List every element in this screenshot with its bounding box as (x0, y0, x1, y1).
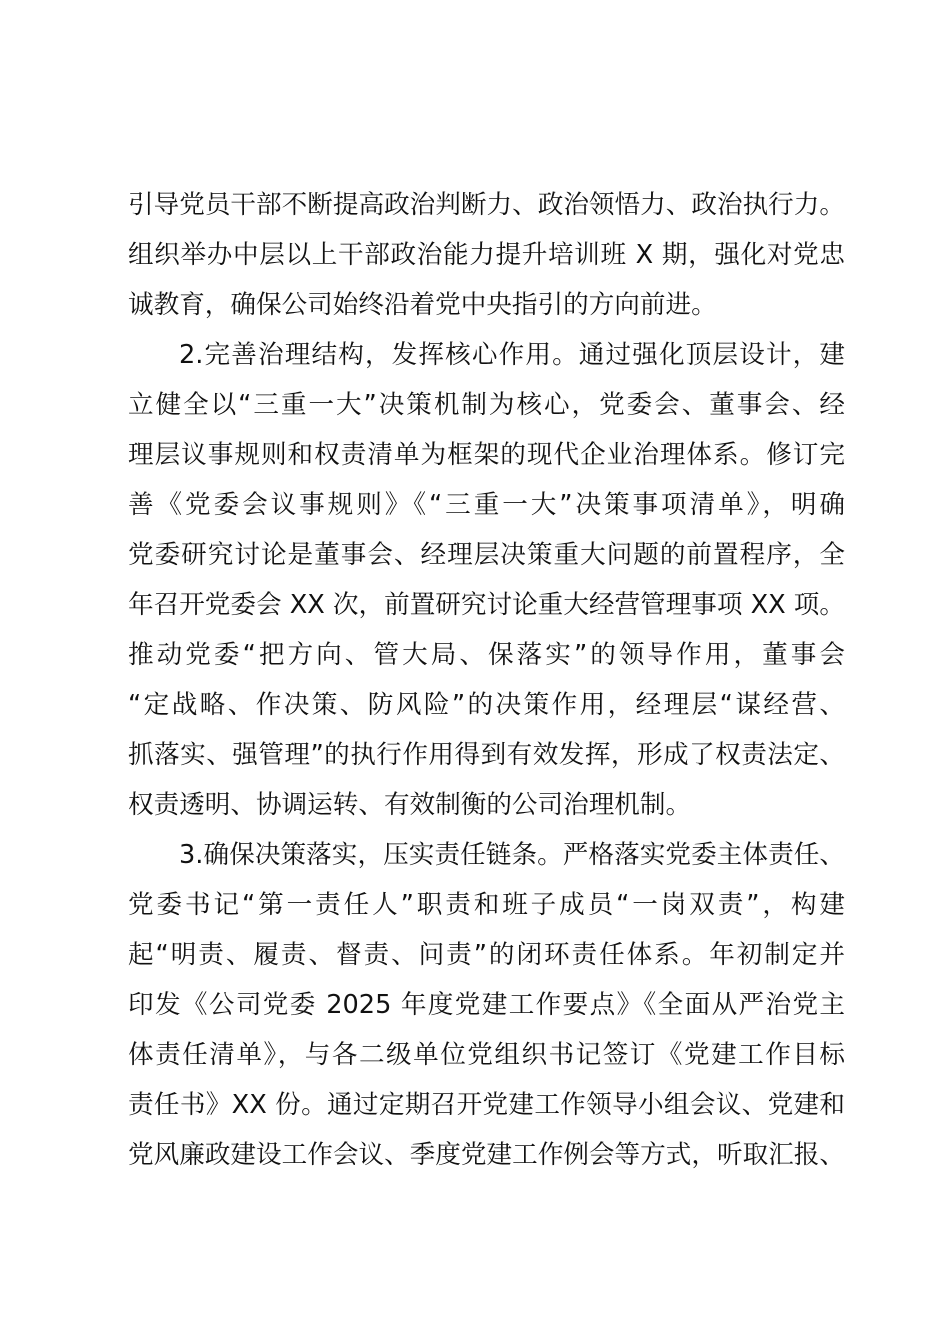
text-line: 引导党员干部不断提高政治判断力、政治领悟力、政治执行力。 (128, 190, 845, 220)
text-line: 印发《公司党委 2025 年度党建工作要点》《全面从严治党主 (128, 990, 845, 1020)
text-line: 诚教育，确保公司始终沿着党中央指引的方向前进。 (128, 290, 717, 320)
text-line: 起“明责、履责、督责、问责”的闭环责任体系。年初制定并 (128, 940, 845, 970)
text-line: 党委书记“第一责任人”职责和班子成员“一岗双责”，构建 (128, 890, 845, 920)
text-line: 体责任清单》，与各二级单位党组织书记签订《党建工作目标 (128, 1040, 845, 1070)
paragraph-first-line: 3.确保决策落实，压实责任链条。严格落实党委主体责任、 (179, 840, 845, 870)
text-line: 党委研究讨论是董事会、经理层决策重大问题的前置程序，全 (128, 540, 845, 570)
text-line: 组织举办中层以上干部政治能力提升培训班 X 期，强化对党忠 (128, 240, 845, 270)
text-line: 责任书》XX 份。通过定期召开党建工作领导小组会议、党建和 (128, 1090, 845, 1120)
text-line: 党风廉政建设工作会议、季度党建工作例会等方式，听取汇报、 (128, 1140, 845, 1170)
text-line: 善《党委会议事规则》《“三重一大”决策事项清单》，明确 (128, 490, 845, 520)
text-line: 年召开党委会 XX 次，前置研究讨论重大经营管理事项 XX 项。 (128, 590, 845, 620)
text-line: 权责透明、协调运转、有效制衡的公司治理机制。 (128, 790, 692, 820)
text-line: 抓落实、强管理”的执行作用得到有效发挥，形成了权责法定、 (128, 740, 845, 770)
text-line: “定战略、作决策、防风险”的决策作用，经理层“谋经营、 (128, 690, 845, 720)
text-line: 理层议事规则和权责清单为框架的现代企业治理体系。修订完 (128, 440, 845, 470)
text-line: 立健全以“三重一大”决策机制为核心，党委会、董事会、经 (128, 390, 845, 420)
paragraph-first-line: 2.完善治理结构，发挥核心作用。通过强化顶层设计，建 (179, 340, 845, 370)
text-line: 推动党委“把方向、管大局、保落实”的领导作用，董事会 (128, 640, 845, 670)
